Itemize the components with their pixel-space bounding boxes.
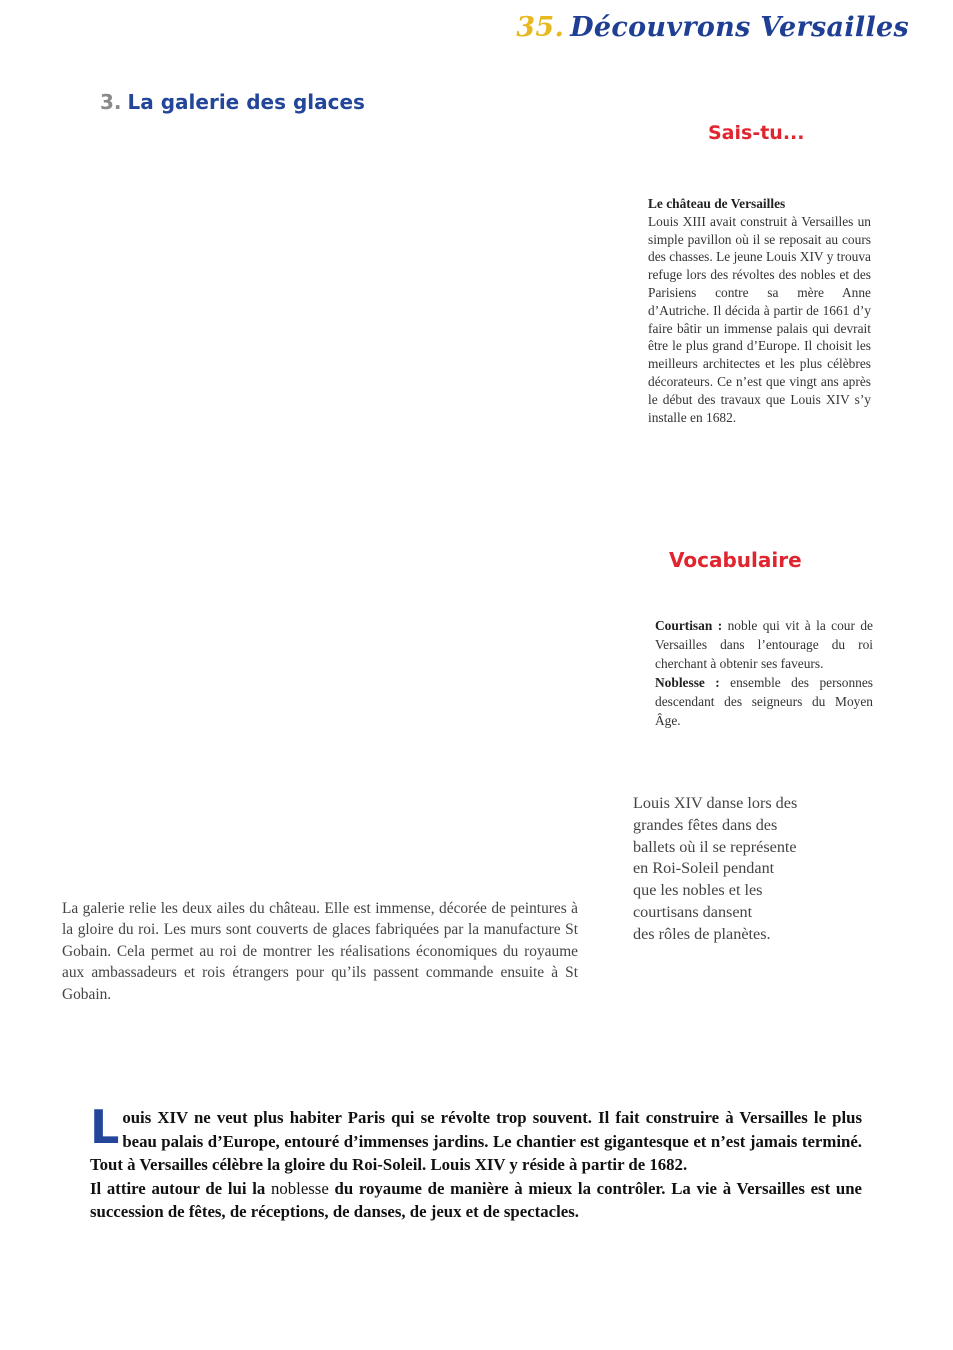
sais-tu-heading: Sais-tu... [708, 122, 805, 144]
summary-keyword: noblesse [270, 1178, 329, 1198]
sais-tu-box [648, 195, 871, 426]
summary-box [90, 1100, 862, 1224]
page-number: 35. [516, 12, 565, 43]
vocab-entry [655, 616, 873, 673]
sais-tu-subtitle: Le château de Versailles [648, 196, 786, 211]
galerie-paragraph: La galerie relie les deux ailes du château. Elle est immense, décorée de peintures à la gloire du roi. Les murs sont couverts de glaces fabriquées par la manufacture St Gobain. Cela permet au roi de montrer les réalisations économiques du royaume aux ambassadeurs et rois étrangers pour qu’ils passent commande ensuite à St Gobain. [62, 900, 578, 1003]
vocab-definition: ensemble des personnes descendant des seigneurs du Moyen Âge. [655, 675, 873, 728]
page-header-title [516, 12, 909, 43]
vocab-entry [655, 673, 873, 730]
drop-cap: L [90, 1100, 120, 1154]
vocabulaire-box [655, 616, 873, 730]
summary-text-2b: du royaume de manière à mieux la contrôler. La vie à Versailles est une succession de fêtes, de réceptions, de danses, de jeux et de spectacles. [90, 1178, 862, 1222]
summary-paragraph-1 [90, 1100, 862, 1177]
section-number: 3. [100, 90, 122, 114]
page-title: Découvrons Versailles [570, 12, 909, 43]
vocab-term: Courtisan : [655, 618, 723, 633]
summary-text-2a: Il attire autour de lui la [90, 1178, 266, 1198]
vocab-term: Noblesse : [655, 675, 720, 690]
image-caption: Louis XIV danse lors des grandes fêtes dans des ballets où il se représente en Roi-Soleil pendant que les nobles et les courtisans dansent des rôles de planètes. [633, 794, 798, 943]
vocabulaire-heading: Vocabulaire [669, 548, 802, 572]
section-heading [100, 90, 365, 114]
summary-paragraph-2 [90, 1177, 862, 1224]
vocab-definition: noble qui vit à la cour de Versailles dans l’entourage du roi cherchant à obtenir ses faveurs. [655, 618, 873, 671]
summary-text-1: ouis XIV ne veut plus habiter Paris qui se révolte trop souvent. Il fait construire à Versailles le plus beau palais d’Europe, entouré d’immenses jardins. Le chantier est gigantesque et n’est jamais terminé. Tout à Versailles célèbre la gloire du Roi-Soleil. Louis XIV y réside à partir de 1682. [90, 1108, 862, 1175]
section-title: La galerie des glaces [127, 90, 365, 114]
sais-tu-text: Louis XIII avait construit à Versailles un simple pavillon où il se reposait au cours des chasses. Le jeune Louis XIV y trouva refuge lors des révoltes des nobles et des Parisiens contre sa mère Anne d’Autriche. Il décida à partir de 1661 d’y faire bâtir un immense palais qui devrait être le plus grand d’Europe. Il choisit les meilleurs architectes et les plus célèbres décorateurs. Ce n’est que vingt ans après le début des travaux que Louis XIV s’y installe en 1682. [648, 213, 871, 425]
